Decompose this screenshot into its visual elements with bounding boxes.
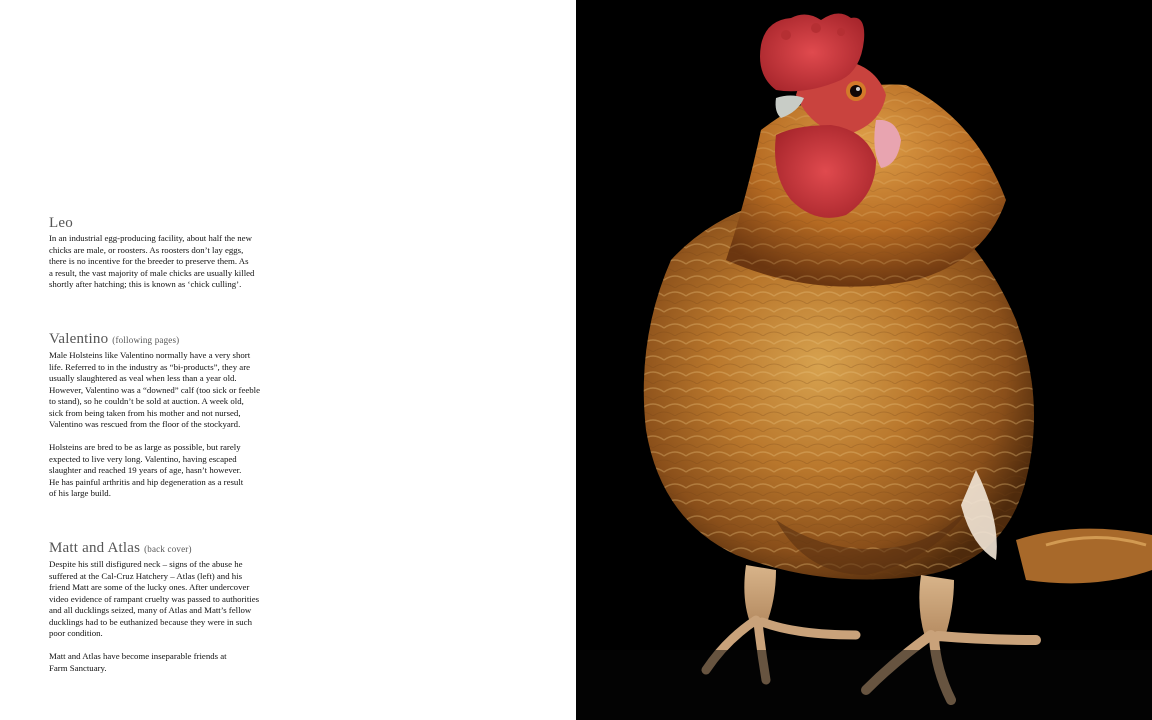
section-title: [49, 540, 289, 558]
text-line: slaughter and reached 19 years of age, hasn’t however.: [49, 465, 242, 475]
section-paragraph: [49, 233, 289, 291]
text-line: there is no incentive for the breeder to preserve them. As: [49, 256, 249, 266]
section-title: [49, 215, 289, 232]
section-title: [49, 331, 289, 349]
section-title-note: (back cover): [144, 544, 192, 554]
text-line: to stand), so he couldn’t be sold at auction. A week old,: [49, 396, 244, 406]
text-line: Male Holsteins like Valentino normally have a very short: [49, 350, 251, 360]
section-title-text: Matt and Atlas: [49, 540, 141, 556]
section-title-note: (following pages): [112, 335, 180, 345]
section-valentino: [49, 331, 289, 500]
section-paragraph: [49, 442, 289, 500]
section-paragraph: [49, 350, 289, 431]
text-line: chicks are male, or roosters. As roosters don’t lay eggs,: [49, 244, 244, 255]
text-line: of his large build.: [49, 488, 111, 498]
rooster-photo: [576, 0, 1152, 720]
text-line: Holsteins are bred to be as large as possible, but rarely: [49, 442, 241, 452]
text-line: friend Matt are some of the lucky ones. After undercover: [49, 582, 250, 592]
section-matt-and-atlas: [49, 540, 289, 674]
text-line: video evidence of rampant cruelty was passed to authorities: [49, 593, 260, 604]
photo-page: [576, 0, 1152, 720]
text-line: sick from being taken from his mother and not nursed,: [49, 407, 241, 418]
text-line: usually slaughtered as veal when less than a year old.: [49, 373, 237, 383]
rooster-tail: [1016, 529, 1152, 584]
section-leo: [49, 215, 289, 291]
text-line: and all ducklings seized, many of Atlas and Matt’s fellow: [49, 605, 252, 615]
text-line: Valentino was rescued from the floor of the stockyard.: [49, 419, 241, 429]
text-line: Matt and Atlas have become inseparable friends at: [49, 651, 227, 661]
text-line: shortly after hatching; this is known as ‘chick culling’.: [49, 279, 242, 289]
text-line: poor condition.: [49, 628, 103, 638]
text-line: life. Referred to in the industry as “bi-products”, they are: [49, 361, 251, 372]
text-line: suffered at the Cal-Cruz Hatchery – Atlas (left) and his: [49, 570, 243, 581]
section-paragraph: [49, 559, 289, 640]
text-line: However, Valentino was a “downed” calf (too sick or feeble: [49, 384, 261, 395]
section-paragraph: [49, 651, 289, 674]
text-line: Farm Sanctuary.: [49, 662, 107, 673]
text-line: In an industrial egg-producing facility, about half the new: [49, 233, 252, 243]
text-line: ducklings had to be euthanized because they were in such: [49, 616, 252, 627]
text-line: Despite his still disfigured neck – signs of the abuse he: [49, 559, 243, 569]
text-line: a result, the vast majority of male chicks are usually killed: [49, 267, 255, 278]
text-line: expected to live very long. Valentino, having escaped: [49, 453, 237, 464]
section-title-text: Valentino: [49, 331, 109, 347]
section-title-text: Leo: [49, 215, 73, 231]
text-line: He has painful arthritis and hip degeneration as a result: [49, 476, 244, 487]
